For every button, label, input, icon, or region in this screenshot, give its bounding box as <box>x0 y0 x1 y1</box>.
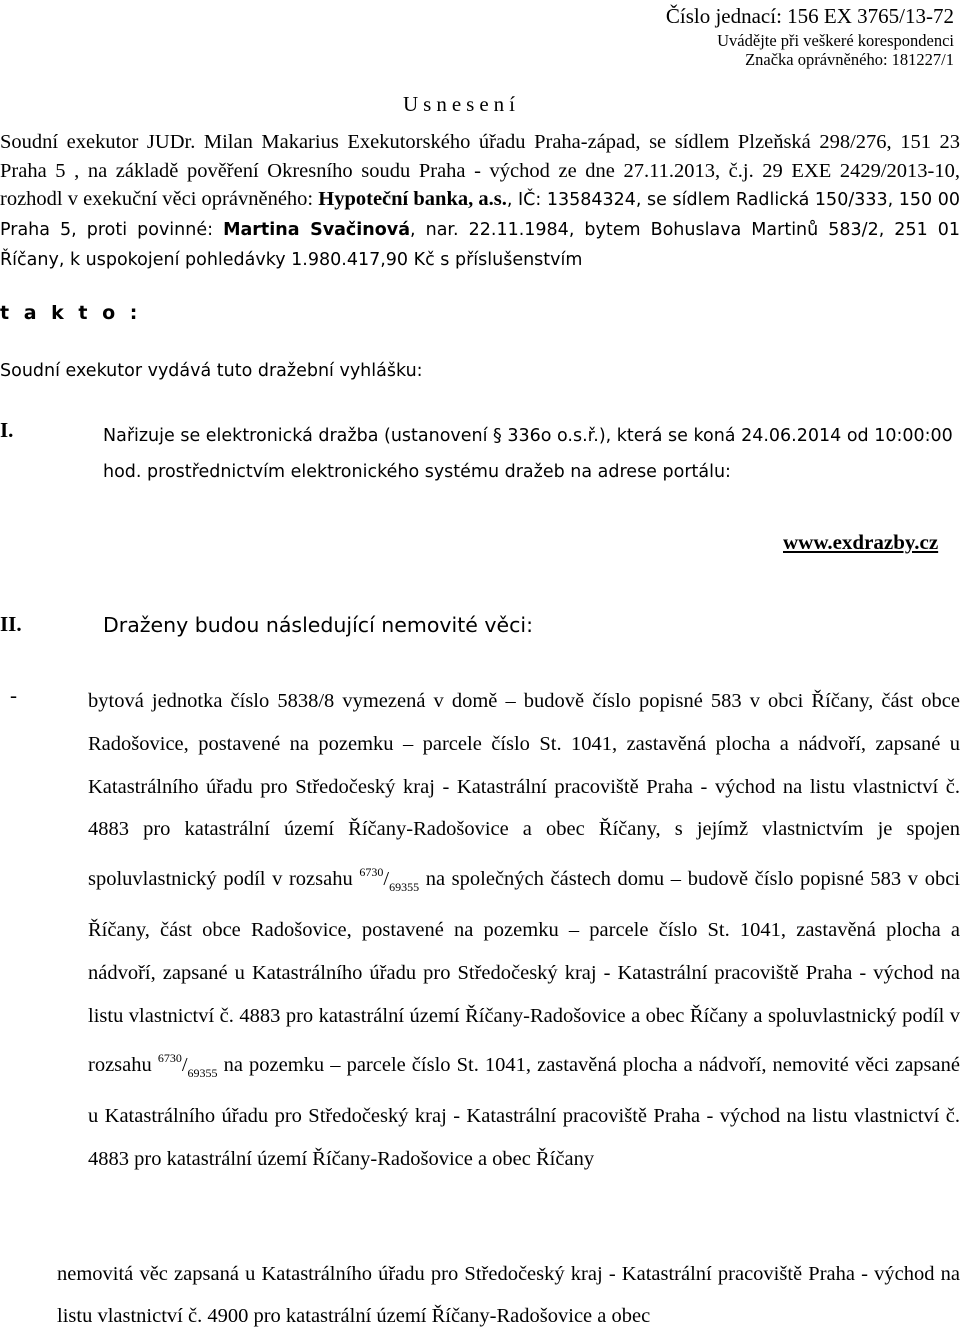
fraction-denominator: 69355 <box>389 880 420 895</box>
tail-paragraph: nemovitá věc zapsaná u Katastrálního úřadu pro Středočeský kraj - Katastrální pracoviště Praha - východ na listu vlastnictví č. 4900 pro katastrální území Říčany-Radošovice a obec <box>57 1263 960 1327</box>
creditor-name: Hypoteční banka, a.s. <box>318 188 507 211</box>
intro-part1: Soudní exekutor JUDr. Milan Makarius Exekutorského úřadu Praha-západ, se sídlem Plzeňská 298/276, 151 23 Praha 5 , na základě pověření Okresního soudu Praha - východ ze dne 27.11.2013, č.j. 29 EXE 2429/2013-10, rozhodl v exekuční věci oprávněného: <box>0 131 960 211</box>
debtor-name: Martina Svačinová <box>223 220 411 241</box>
share-fraction-1: $^{6730}/_{69355}$ <box>359 865 420 895</box>
section-1-number: I. <box>0 418 14 442</box>
intro-part2: , IČ: 13584324, se sídlem Radlická 150/333, 150 00 Praha 5, proti povinné: <box>0 190 960 241</box>
document-title: Usnesení <box>403 92 520 116</box>
intro-part3: , nar. 22.11.1984, bytem Bohuslava Martinů 583/2, 251 01 Říčany, k uspokojení pohledávky 1.980.417,90 Kč s příslušenstvím <box>0 220 960 270</box>
intro-paragraph <box>0 128 960 275</box>
share-fraction-2: $^{6730}/_{69355}$ <box>157 1051 218 1081</box>
section-2-text: Draženy budou následující nemovité věci: <box>103 613 534 637</box>
creditor-mark: Značka oprávněného: 181227/1 <box>745 50 954 69</box>
fraction-numerator: 6730 <box>157 1051 182 1066</box>
fraction-denominator: 69355 <box>187 1066 218 1081</box>
fraction-numerator: 6730 <box>359 865 384 880</box>
section-2-number: II. <box>0 612 22 636</box>
portal-url-link[interactable]: www.exdrazby.cz <box>783 530 939 554</box>
issues-statement: Soudní exekutor vydává tuto dražební vyhlášku: <box>0 361 423 381</box>
item-part2: na společných částech domu – budově číslo popisné 583 v obci Říčany, část obce Radošovice, postavené na pozemku – parcele číslo St. 1041, zastavěná plocha a nádvoří, zapsané u Katastrálního úřadu pro Středočeský kraj - Katastrální pracoviště Praha - východ na listu vlastnictví č. 4883 pro katastrální území Říčany-Radošovice a obec Říčany a spoluvlastnický podíl v rozsahu <box>88 868 960 1077</box>
item-part3: na pozemku – parcele číslo St. 1041, zastavěná plocha a nádvoří, nemovité věci zapsané u Katastrálního úřadu pro Středočeský kraj - Katastrální pracoviště Praha - východ na listu vlastnictví č. 4883 pro katastrální území Říčany-Radošovice a obec Říčany <box>88 1054 960 1170</box>
item-part1: bytová jednotka číslo 5838/8 vymezená v domě – budově číslo popisné 583 v obci Říčany, část obce Radošovice, postavené na pozemku – parcele číslo St. 1041, zastavěná plocha a nádvoří, zapsané u Katastrálního úřadu pro Středočeský kraj - Katastrální pracoviště Praha - východ na listu vlastnictví č. 4883 pro katastrální území Říčany-Radošovice a obec Říčany, s jejímž vlastnictvím je spojen spoluvlastnický podíl v rozsahu <box>88 690 960 891</box>
correspondence-note: Uváděјte při veškeré korespondenci <box>717 31 954 50</box>
section-1-text: Nařizuje se elektronická dražba (ustanovení § 336o o.s.ř.), která se koná 24.06.2014 od 10:00:00 hod. prostřednictvím elektronického systému dražeb na adrese portálu: <box>103 426 953 482</box>
property-item <box>88 680 960 1181</box>
case-number: Číslo jednací: 156 EX 3765/13-72 <box>665 4 954 28</box>
list-dash: - <box>10 683 17 707</box>
takto-heading: t a k t o : <box>0 302 142 324</box>
